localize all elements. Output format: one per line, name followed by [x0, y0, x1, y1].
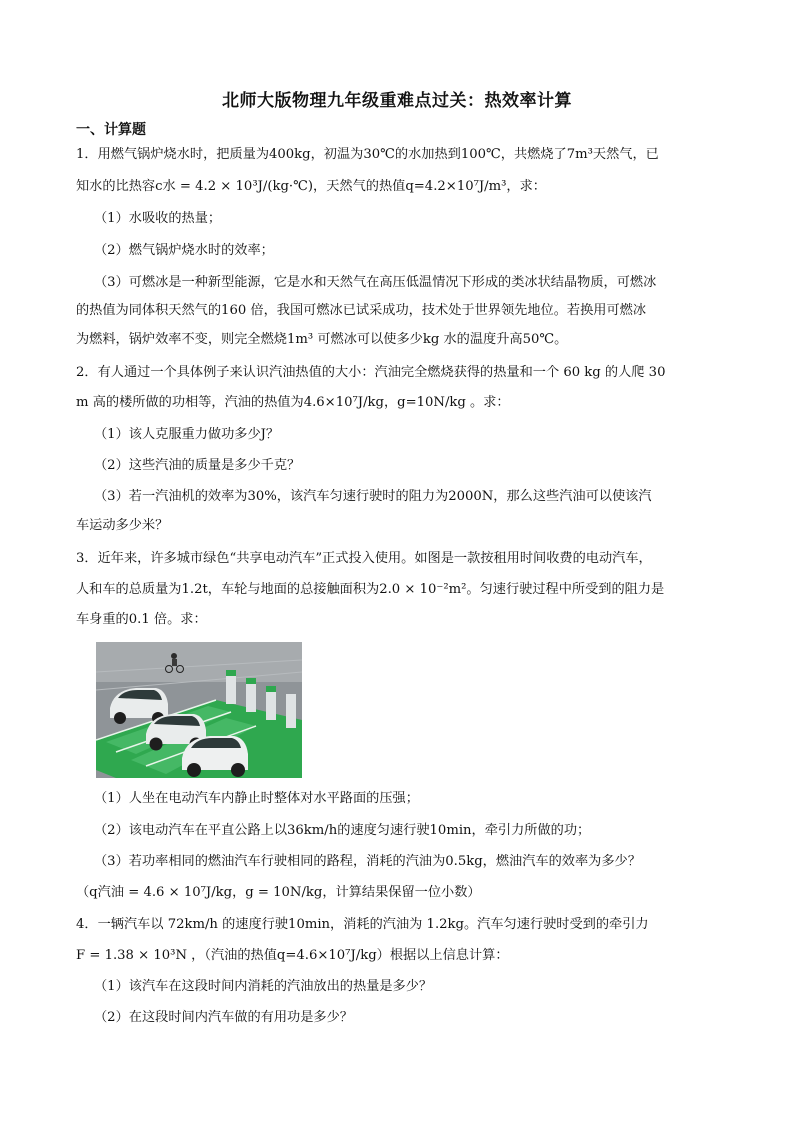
q4-sub-2: （2）在这段时间内汽车做的有用功是多少？ — [94, 1010, 353, 1025]
q2-line-2: m 高的楼所做的功相等，汽油的热值为4.6×10⁷J/kg，g=10N/kg 。求： — [76, 395, 510, 410]
q4-line-2: F = 1.38 × 10³N ，（汽油的热值q=4.6×10⁷J/kg）根据以上信息计算： — [76, 948, 509, 963]
q1-sub-3-line-2: 的热值为同体积天然气的160 倍，我国可燃冰已试采成功，技术处于世界领先地位。若换用可燃冰 — [76, 303, 647, 318]
q4-sub-1: （1）该汽车在这段时间内消耗的汽油放出的热量是多少？ — [94, 979, 433, 994]
page-title: 北师大版物理九年级重难点过关：热效率计算 — [222, 91, 572, 111]
section-heading: 一、计算题 — [76, 122, 146, 138]
q1-sub-1: （1）水吸收的热量； — [94, 211, 222, 226]
q1-sub-2: （2）燃气锅炉烧水时的效率； — [94, 243, 274, 258]
q2-sub-3-line-1: （3）若一汽油机的效率为30%，该汽车匀速行驶时的阻力为2000N，那么这些汽油可以使该汽 — [94, 489, 652, 504]
shared-electric-car-photo — [96, 642, 302, 778]
q3-sub-1: （1）人坐在电动汽车内静止时整体对水平路面的压强； — [94, 791, 419, 806]
q4-line-1: 4．一辆汽车以 72km/h 的速度行驶10min，消耗的汽油为 1.2kg。汽车匀速行驶时受到的牵引力 — [76, 917, 649, 932]
q2-sub-3-line-2: 车运动多少米？ — [76, 518, 169, 533]
q1-line-1: 1．用燃气锅炉烧水时，把质量为400kg，初温为30℃的水加热到100℃，共燃烧了7m³天然气，已 — [76, 147, 659, 162]
q3-line-2: 人和车的总质量为1.2t，车轮与地面的总接触面积为2.0 × 10⁻²m²。匀速行驶过程中所受到的阻力是 — [76, 582, 665, 597]
q2-line-1: 2．有人通过一个具体例子来认识汽油热值的大小：汽油完全燃烧获得的热量和一个 60 kg 的人爬 30 — [76, 365, 666, 380]
q1-sub-3-line-1: （3）可燃冰是一种新型能源，它是水和天然气在高压低温情况下形成的类冰状结晶物质，可燃冰 — [94, 275, 657, 290]
q3-sub-2: （2）该电动汽车在平直公路上以36km/h的速度匀速行驶10min，牵引力所做的功； — [94, 823, 591, 838]
q2-sub-2: （2）这些汽油的质量是多少千克？ — [94, 458, 301, 473]
q3-line-1: 3．近年来，许多城市绿色“共享电动汽车”正式投入使用。如图是一款按租用时间收费的电动汽车， — [76, 551, 652, 566]
q2-sub-1: （1）该人克服重力做功多少J？ — [94, 427, 280, 442]
q1-sub-3-line-3: 为燃料，锅炉效率不变，则完全燃烧1m³ 可燃冰可以使多少kg 水的温度升高50℃。 — [76, 332, 568, 347]
q3-line-3: 车身重的0.1 倍。求： — [76, 612, 207, 627]
q3-note: （q汽油 = 4.6 × 10⁷J/kg，g = 10N/kg，计算结果保留一位小数） — [76, 885, 481, 900]
q3-sub-3: （3）若功率相同的燃油汽车行驶相同的路程，消耗的汽油为0.5kg，燃油汽车的效率为多少？ — [94, 854, 641, 869]
q1-line-2: 知水的比热容c水 = 4.2 × 10³J/(kg·℃)，天然气的热值q=4.2×10⁷J/m³，求： — [76, 179, 546, 194]
